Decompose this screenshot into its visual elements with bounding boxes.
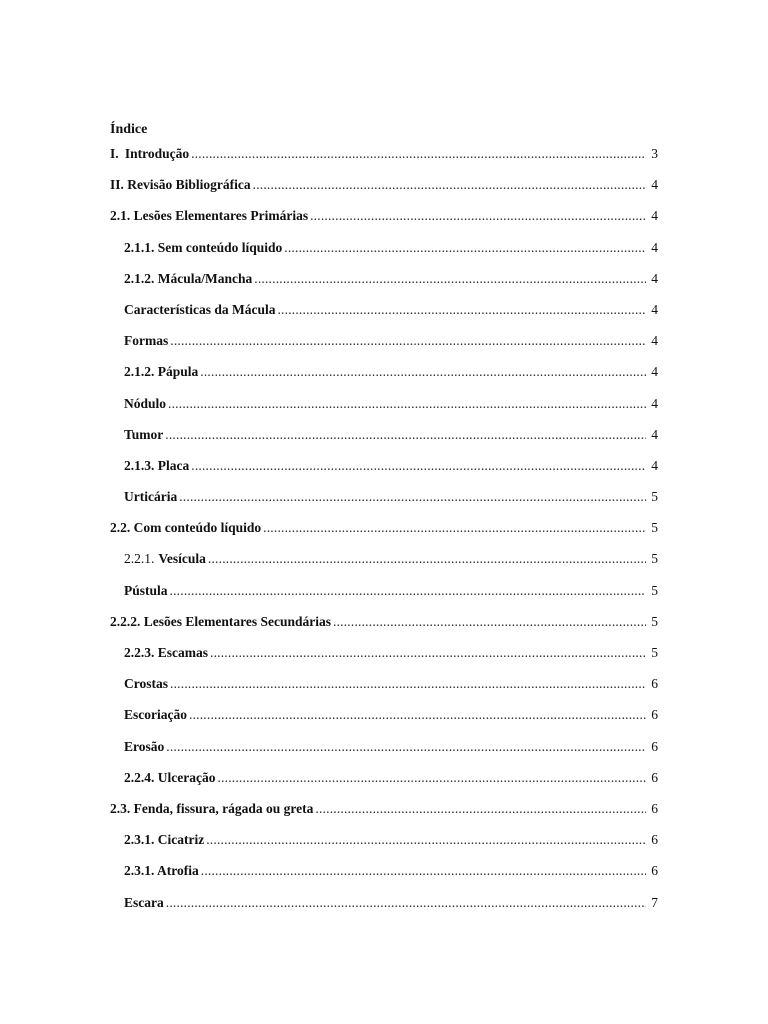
toc-entry-introducao[interactable]	[110, 143, 658, 174]
toc-entry-erosao[interactable]	[110, 736, 658, 767]
toc-entry-page: 4	[651, 333, 658, 349]
toc-entry-papula[interactable]	[110, 361, 658, 392]
toc-entry-urticaria[interactable]	[110, 486, 658, 517]
toc-leader-dots	[191, 143, 646, 165]
toc-entry-nodulo[interactable]	[110, 393, 658, 424]
toc-entry-label: Formas	[124, 333, 169, 349]
toc-entry-label: Erosão	[124, 738, 165, 754]
toc-entry-label: 2.1.3. Placa	[124, 457, 190, 473]
toc-entry-page: 5	[651, 582, 658, 598]
toc-entry-label: Nódulo	[124, 395, 167, 411]
toc-leader-dots	[206, 829, 646, 851]
toc-entry-label: 2.3.1. Cicatriz	[124, 832, 205, 848]
toc-title: Índice	[110, 122, 148, 137]
toc-entry-label: Pústula	[124, 582, 168, 598]
toc-entry-page: 5	[651, 613, 658, 629]
toc-leader-dots	[191, 455, 646, 477]
toc-entry-page: 3	[651, 146, 658, 161]
toc-entry-number: I.	[110, 146, 119, 161]
toc-entry-label: Escoriação	[124, 707, 187, 723]
toc-entry-page: 4	[651, 239, 658, 255]
toc-leader-dots	[217, 767, 646, 789]
toc-entry-page: 4	[651, 395, 658, 411]
toc-entry-label: 2.1.1. Sem conteúdo líquido	[124, 239, 283, 255]
toc-entry-page: 6	[651, 676, 658, 692]
toc-entry-page: 6	[651, 863, 658, 879]
toc-leader-dots	[254, 268, 646, 290]
toc-entry-atrofia[interactable]	[110, 860, 658, 891]
toc-leader-dots	[166, 892, 646, 914]
toc-leader-dots	[201, 860, 646, 882]
toc-leader-dots	[277, 299, 646, 321]
toc-leader-dots	[263, 517, 646, 539]
toc-entry-revisao-bibliografica[interactable]	[110, 174, 658, 205]
toc-entry-page: 4	[651, 208, 658, 224]
toc-entry-page: 5	[651, 551, 658, 567]
toc-entry-label: Escara	[124, 894, 164, 910]
toc-entry-escoriacao[interactable]	[110, 704, 658, 735]
toc-leader-dots	[284, 237, 646, 259]
toc-leader-dots	[170, 673, 646, 695]
toc-leader-dots	[315, 798, 646, 820]
toc-entry-page: 5	[651, 520, 658, 536]
toc-leader-dots	[310, 205, 646, 227]
toc-entry-fenda-fissura[interactable]	[110, 798, 658, 829]
toc-entry-ulceracao[interactable]	[110, 767, 658, 798]
toc-leader-dots	[166, 736, 646, 758]
toc-entry-escara[interactable]	[110, 892, 658, 923]
toc-leader-dots	[253, 174, 646, 196]
toc-entry-macula-mancha[interactable]	[110, 268, 658, 299]
toc-entry-page: 7	[651, 894, 658, 910]
toc-leader-dots	[179, 486, 646, 508]
toc-entry-label: 2.1.2. Pápula	[124, 364, 199, 380]
toc-entry-page: 4	[651, 457, 658, 473]
toc-leader-dots	[333, 611, 646, 633]
toc-entry-label: Características da Mácula	[124, 301, 276, 317]
toc-entry-tumor[interactable]	[110, 424, 658, 455]
toc-leader-dots	[208, 548, 646, 570]
toc-entry-label: Vesícula	[158, 551, 206, 567]
toc-entry-cicatriz[interactable]	[110, 829, 658, 860]
toc-entry-label: 2.2. Com conteúdo líquido	[110, 520, 262, 536]
toc-entry-page: 6	[651, 769, 658, 785]
toc-entry-formas[interactable]	[110, 330, 658, 361]
toc-entry-placa[interactable]	[110, 455, 658, 486]
toc-leader-dots	[170, 330, 646, 352]
toc-entry-label: 2.2.2. Lesões Elementares Secundárias	[110, 613, 331, 629]
toc-entry-page: 4	[651, 301, 658, 317]
toc-entry-page: 6	[651, 738, 658, 754]
toc-entry-page: 5	[651, 645, 658, 660]
toc-entry-number: 2.2.1.	[124, 551, 155, 567]
toc-entry-page: 6	[651, 707, 658, 723]
toc-leader-dots	[168, 393, 646, 415]
toc-entry-page: 6	[651, 800, 658, 816]
toc-entry-label: II. Revisão Bibliográfica	[110, 177, 251, 193]
toc-leader-dots	[200, 361, 646, 383]
toc-entry-label: 2.2.4. Ulceração	[124, 769, 216, 785]
toc-entry-vesicula[interactable]	[110, 548, 658, 579]
toc-entry-label: 2.1.2. Mácula/Mancha	[124, 270, 253, 286]
toc-entry-pustula[interactable]	[110, 580, 658, 611]
toc-entry-label: 2.3. Fenda, fissura, rágada ou greta	[110, 800, 314, 816]
toc-entry-label: Urticária	[124, 489, 178, 505]
toc-entry-page: 4	[651, 364, 658, 380]
toc-entry-lesoes-secundarias[interactable]	[110, 611, 658, 642]
toc-entry-page: 6	[651, 832, 658, 848]
toc-leader-dots	[189, 704, 646, 726]
toc-entry-page: 5	[651, 489, 658, 505]
toc-entry-com-conteudo-liquido[interactable]	[110, 517, 658, 548]
toc-entry-label: 2.1. Lesões Elementares Primárias	[110, 208, 309, 224]
toc-entry-crostas[interactable]	[110, 673, 658, 704]
toc-entry-caracteristicas-macula[interactable]	[110, 299, 658, 330]
toc-entry-label: 2.2.3. Escamas	[124, 645, 208, 660]
toc-list	[110, 143, 658, 923]
toc-leader-dots	[210, 642, 646, 664]
toc-entry-escamas[interactable]	[110, 642, 658, 673]
toc-entry-page: 4	[651, 177, 658, 193]
toc-entry-label: Crostas	[124, 676, 169, 692]
toc-entry-label: 2.3.1. Atrofia	[124, 863, 199, 879]
toc-entry-label: Introdução	[124, 146, 190, 161]
toc-leader-dots	[170, 580, 646, 602]
toc-entry-label: Tumor	[124, 426, 164, 442]
toc-entry-page: 4	[651, 270, 658, 286]
toc-leader-dots	[165, 424, 646, 446]
toc-entry-sem-conteudo-liquido[interactable]	[110, 237, 658, 268]
toc-entry-lesoes-primarias[interactable]	[110, 205, 658, 236]
toc-entry-page: 4	[651, 426, 658, 442]
